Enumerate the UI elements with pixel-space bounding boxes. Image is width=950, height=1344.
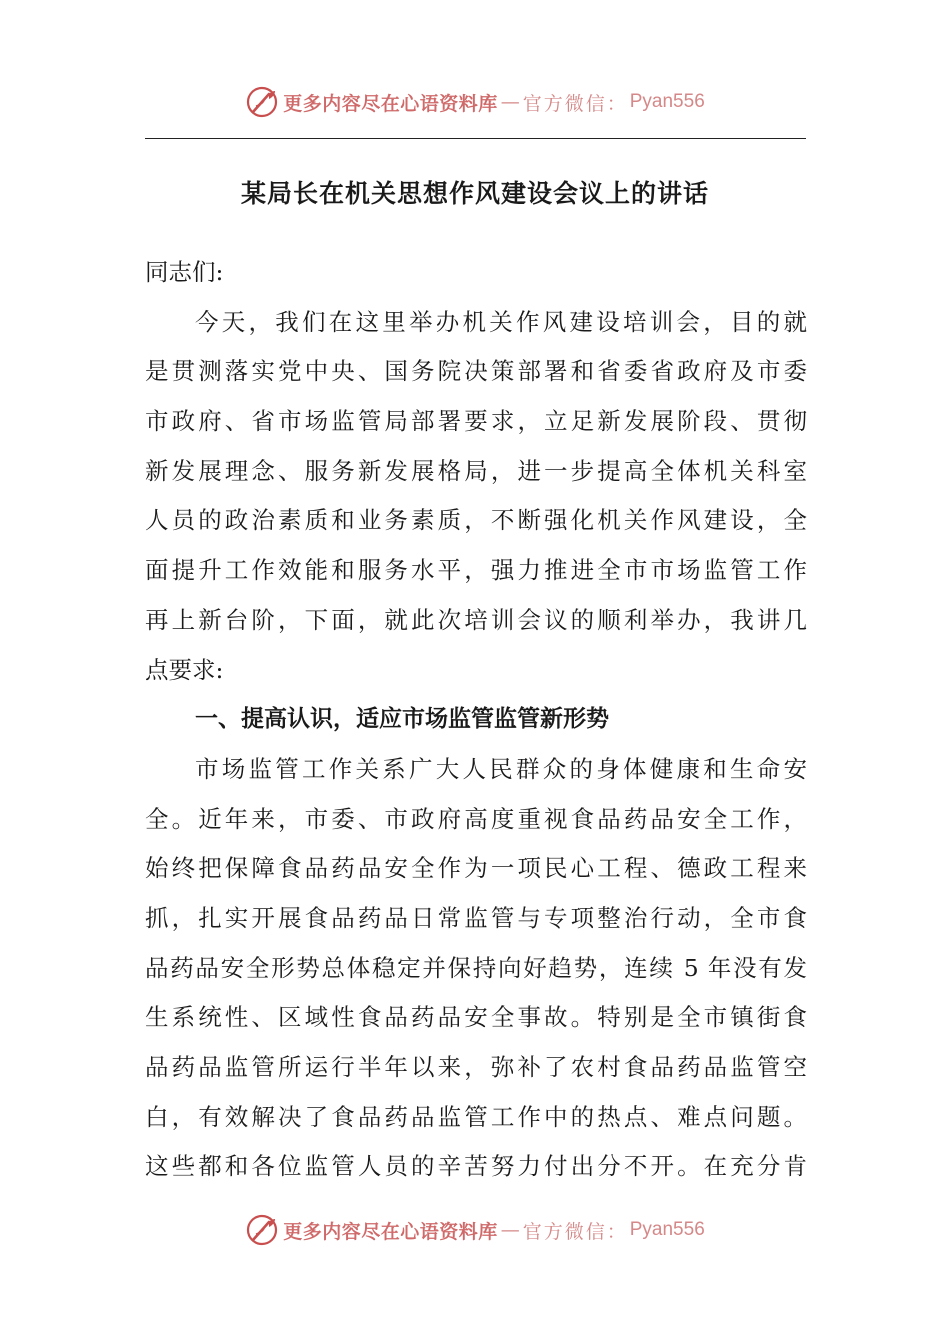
watermark-brand: 更多内容尽在心语资料库 [283,1220,498,1243]
paragraph-line: 白，有效解决了食品药品监管工作中的热点、难点问题。 [145,1102,807,1131]
quill-logo-icon [245,1213,279,1247]
paragraph-line: 再上新台阶，下面，就此次培训会议的顺利举办，我讲几 [145,605,807,634]
document-title: 某局长在机关思想作风建设会议上的讲话 [240,179,709,208]
paragraph-line: 新发展理念、服务新发展格局，进一步提高全体机关科室 [145,456,807,485]
watermark-dash: — [500,91,520,113]
watermark-brand: 更多内容尽在心语资料库 [283,92,498,115]
paragraph-line: 生系统性、区域性食品药品安全事故。特别是全市镇街食 [145,1003,807,1032]
header-divider [145,138,806,139]
section-heading: 一、提高认识，适应市场监管监管新形势 [195,706,609,733]
quill-logo-icon [245,85,279,119]
paragraph-2 [145,745,807,1192]
paragraph-line: 品药品监管所运行半年以来，弥补了农村食品药品监管空 [145,1053,807,1081]
paragraph-line: 今天，我们在这里举办机关作风建设培训会，目的就 [195,307,807,336]
paragraph-line: 面提升工作效能和服务水平，强力推进全市市场监管工作 [145,556,807,585]
paragraph-line: 市场监管工作关系广大人民群众的身体健康和生命安 [195,754,807,783]
paragraph-line: 全。近年来，市委、市政府高度重视食品药品安全工作， [145,804,807,833]
greeting: 同志们: [145,258,224,286]
paragraph-line: 抓，扎实开展食品药品日常监管与专项整治行动，全市食 [145,903,807,932]
paragraph-line: 是贯测落实党中央、国务院决策部署和省委省政府及市委 [145,357,807,386]
paragraph-line: 品药品安全形势总体稳定并保持向好趋势，连续 5 年没有发 [145,953,807,982]
paragraph-line: 始终把保障食品药品安全作为一项民心工程、德政工程来 [145,854,807,883]
paragraph-1 [145,298,807,696]
watermark-dash: — [500,1219,520,1241]
watermark-header [0,82,950,122]
paragraph-line: 市政府、省市场监管局部署要求，立足新发展阶段、贯彻 [145,407,807,436]
watermark-label: 官方微信： [522,1220,628,1243]
watermark-footer [0,1210,950,1250]
paragraph-line: 点要求: [145,655,224,684]
document-body [145,248,807,1192]
watermark-label: 官方微信： [522,92,628,115]
watermark-wechat-id: Pyan556 [629,1219,705,1240]
paragraph-line: 这些都和各位监管人员的辛苦努力付出分不开。在充分肯 [145,1152,807,1181]
watermark-wechat-id: Pyan556 [629,91,705,112]
paragraph-line: 人员的政治素质和业务素质，不断强化机关作风建设，全 [145,506,807,535]
